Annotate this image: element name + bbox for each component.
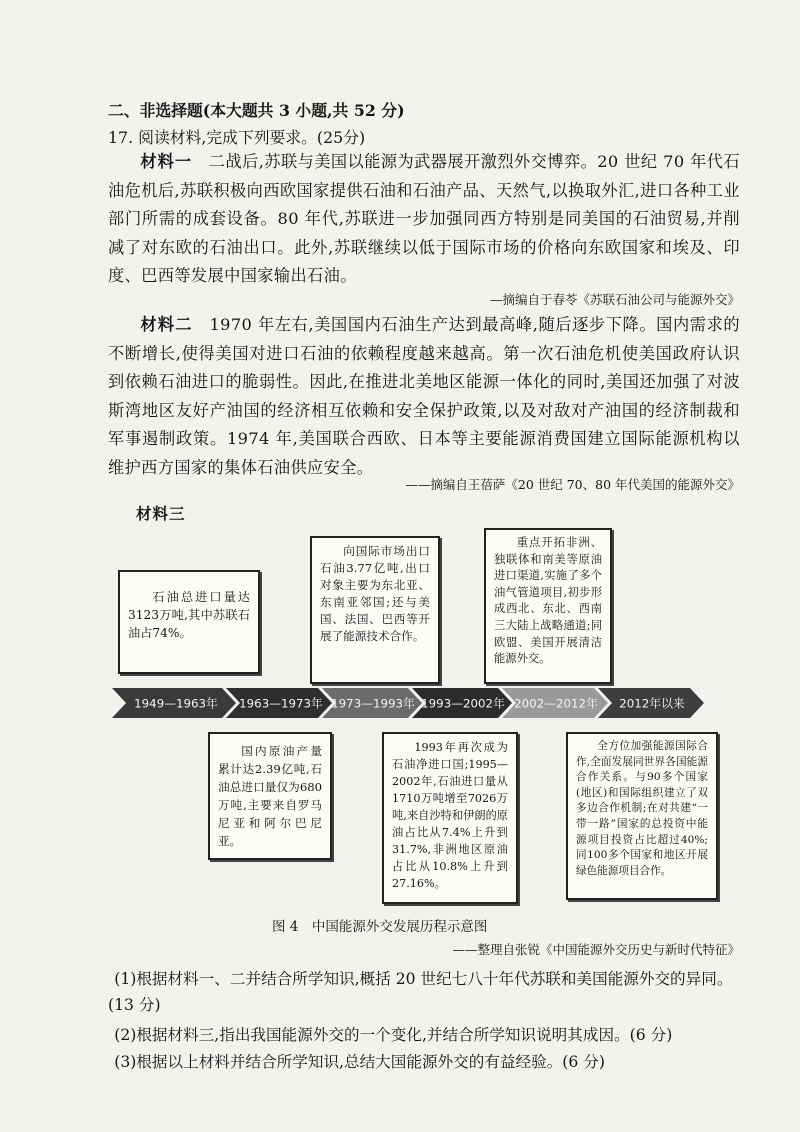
timeline-box-1949-1963: 石油总进口量达3123万吨,其中苏联石油占74%。 [118,570,260,674]
timeline-arrow-4 [412,688,512,718]
subquestion-3: (3)根据以上材料并结合所学知识,总结大国能源外交的有益经验。(6 分) [114,1053,605,1071]
section-heading: 二、非选择题(本大题共 3 小题,共 52 分) [108,101,405,120]
period-label-4: 1993—2002年 [421,696,505,711]
timeline-arrow-1 [112,688,236,718]
material3-label: 材料三 [136,504,186,523]
timeline-box-2012-present: 全方位加强能源国际合作,全面发展同世界各国能源合作关系。与90多个国家(地区)和国际组织建立了双多边合作机制;在对共建“一带一路”国家的总投资中能源项目投资占比超过40%;同100多个国家和地区开展绿色能源项目合作。 [566,732,718,900]
period-label-5: 2002—2012年 [514,696,598,711]
timeline-arrow-5 [502,688,608,718]
timeline-box-1963-1973: 国内原油产量累计达2.39亿吨,石油总进口量仅为680万吨,主要来自罗马尼亚和阿尔巴尼亚。 [208,732,332,860]
period-label-3: 1973—1993年 [331,696,415,711]
figure-caption: 图 4 中国能源外交发展历程示意图 [272,919,488,935]
timeline-arrow-6 [598,688,704,718]
timeline-box-1993-2002: 1993年再次成为石油净进口国;1995—2002年,石油进口量从1710万吨增至7026万吨,来自沙特和伊朗的原油占比从7.4%上升到31.7%,非洲地区原油占比从10.8%上升到27.16%。 [382,732,518,904]
subquestion-2: (2)根据材料三,指出我国能源外交的一个变化,并结合所学知识说明其成因。(6 分) [114,1026,673,1044]
period-label-6: 2012年以来 [619,696,685,711]
material2-label: 材料二 [140,315,193,334]
material1-text: 二战后,苏联与美国以能源为武器展开激烈外交博弈。20 世纪 70 年代石油危机后,苏联积极向西欧国家提供石油和石油产品、天然气,以换取外汇,进口各种工业部门所需的成套设备。80 年代,苏联进一步加强同西方特别是同美国的石油贸易,并削减了对东欧的石油出口。此外,苏联继续以低于国际市场的价格向东欧国家和埃及、印度、巴西等发展中国家输出石油。 [108,152,741,286]
material1-source: —摘编自于春苓《苏联石油公司与能源外交》 [489,292,740,307]
question-17-title: 17. 阅读材料,完成下列要求。(25分) [108,128,366,147]
timeline-arrow-3 [322,688,422,718]
timeline-box-2002-2012: 重点开拓非洲、独联体和南美等原油进口渠道,实施了多个油气管道项目,初步形成西北、东北、西南三大陆上战略通道;同欧盟、美国开展清洁能源外交。 [484,528,612,684]
timeline-arrow-2 [226,688,332,718]
period-label-1: 1949—1963年 [134,696,218,711]
subquestion-1: (1)根据材料一、二并结合所学知识,概括 20 世纪七八十年代苏联和美国能源外交的异同。(13 分) [108,970,733,1014]
period-label-2: 1963—1973年 [239,696,323,711]
material1-label: 材料一 [140,152,193,171]
timeline-box-1973-1993: 向国际市场出口石油3.77亿吨,出口对象主要为东北亚、东南亚邻国;还与美国、法国、巴西等开展了能源技术合作。 [310,536,440,684]
material2-text: 1970 年左右,美国国内石油生产达到最高峰,随后逐步下降。国内需求的不断增长,使得美国对进口石油的依赖程度越来越高。第一次石油危机使美国政府认识到依赖石油进口的脆弱性。因此,在推进北美地区能源一体化的同时,美国还加强了对波斯湾地区友好产油国的经济相互依赖和安全保护政策,以及对敌对产油国的经济制裁和军事遏制政策。1974 年,美国联合西欧、日本等主要能源消费国建立国际能源机构以维护西方国家的集体石油供应安全。 [108,315,740,477]
material3-source: ——整理自张锐《中国能源外交历史与新时代特征》 [452,942,740,957]
material2-source: ——摘编自王蓓萨《20 世纪 70、80 年代美国的能源外交》 [405,477,740,492]
